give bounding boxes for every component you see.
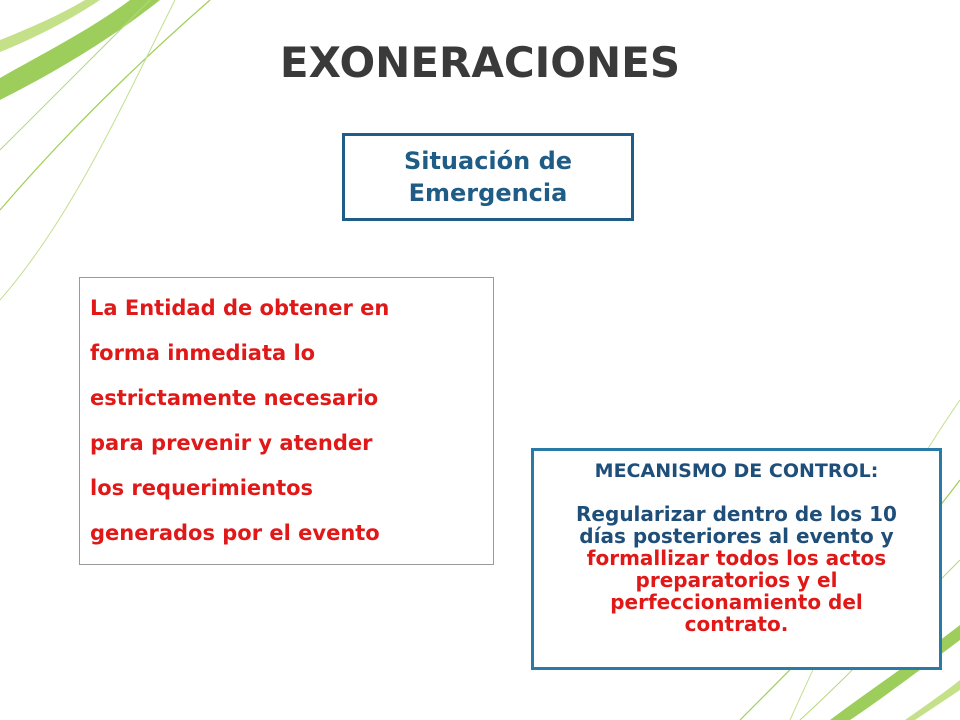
control-line: formallizar todos los actos bbox=[586, 546, 887, 570]
entidad-line: estrictamente necesario bbox=[90, 386, 379, 410]
control-line: perfeccionamiento del bbox=[610, 590, 863, 614]
entidad-description-box bbox=[79, 277, 494, 565]
entidad-line: los requerimientos bbox=[90, 476, 314, 500]
situacion-emergencia-box bbox=[342, 133, 634, 221]
control-line: preparatorios y el bbox=[635, 568, 838, 592]
control-line: Regularizar dentro de los 10 bbox=[576, 502, 897, 526]
entidad-line: forma inmediata lo bbox=[90, 341, 316, 365]
entidad-line: para prevenir y atender bbox=[90, 431, 373, 455]
control-line: contrato. bbox=[684, 612, 789, 636]
mecanismo-control-box bbox=[531, 448, 942, 670]
situacion-line-2: Emergencia bbox=[408, 179, 568, 207]
situacion-label bbox=[404, 145, 572, 209]
mecanismo-control-heading: MECANISMO DE CONTROL: bbox=[594, 460, 879, 482]
slide-title: EXONERACIONES bbox=[279, 38, 681, 87]
situacion-line-1: Situación de bbox=[403, 147, 573, 175]
entidad-line: La Entidad de obtener en bbox=[90, 296, 390, 320]
entidad-line: generados por el evento bbox=[90, 521, 380, 545]
control-line: días posteriores al evento y bbox=[579, 524, 894, 548]
